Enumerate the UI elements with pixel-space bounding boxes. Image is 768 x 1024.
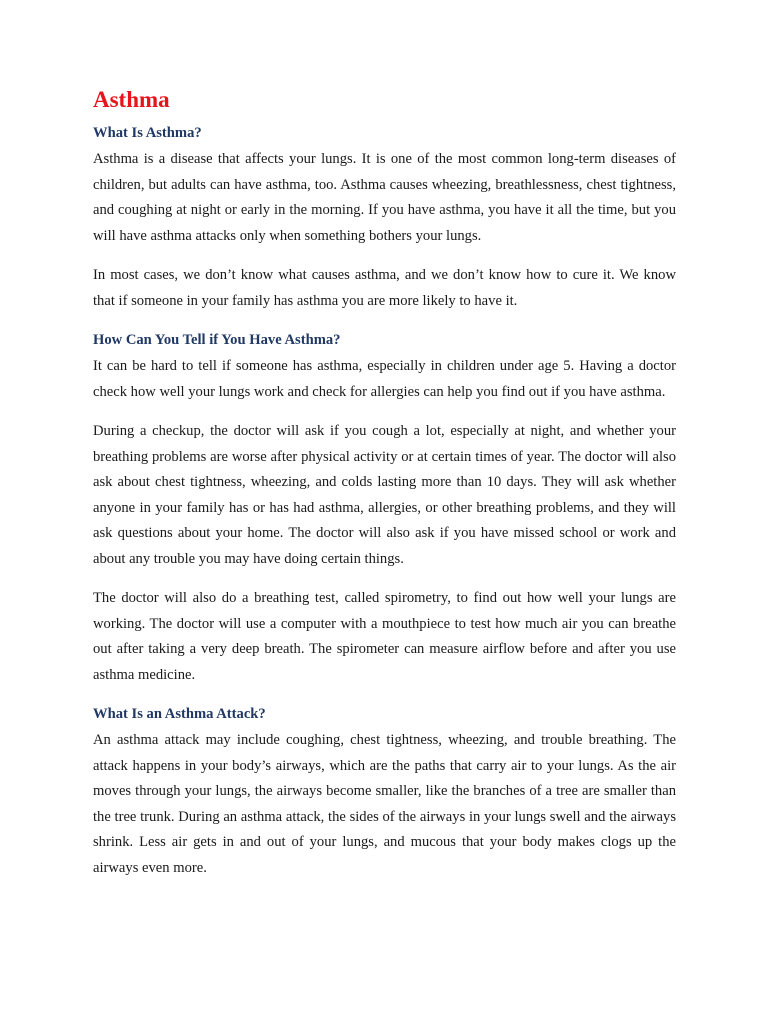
document-page (93, 84, 676, 881)
document-title: Asthma (93, 87, 170, 112)
section-heading: How Can You Tell if You Have Asthma? (93, 332, 341, 348)
section-asthma-attack (93, 703, 676, 881)
paragraph: During a checkup, the doctor will ask if you cough a lot, especially at night, and whether your breathing problems are worse after physical activity or at certain times of year. The doctor will also ask about chest tightness, wheezing, and colds lasting more than 10 days. They will ask whether anyone in your family has or has had asthma, allergies, or other breathing problems, and they will ask questions about your home. The doctor will also ask if you have missed school or work and about any trouble you may have doing certain things. (93, 423, 676, 567)
paragraph: In most cases, we don’t know what causes asthma, and we don’t know how to cure it. We know that if someone in your family has asthma you are more likely to have it. (93, 267, 676, 309)
paragraph: The doctor will also do a breathing test, called spirometry, to find out how well your lungs are working. The doctor will use a computer with a mouthpiece to test how much air you can breathe out after taking a very deep breath. The spirometer can measure airflow before and after you use asthma medicine. (93, 590, 676, 683)
section-heading: What Is Asthma? (93, 125, 202, 141)
paragraph: An asthma attack may include coughing, chest tightness, wheezing, and trouble breathing. The attack happens in your body’s airways, which are the paths that carry air to your lungs. As the air moves through your lungs, the airways become smaller, like the branches of a tree are smaller than the tree trunk. During an asthma attack, the sides of the airways in your lungs swell and the airways shrink. Less air gets in and out of your lungs, and mucous that your body makes clogs up the airways even more. (93, 732, 676, 876)
section-what-is-asthma (93, 122, 676, 314)
paragraph: It can be hard to tell if someone has asthma, especially in children under age 5. Having a doctor check how well your lungs work and check for allergies can help you find out if you have asthma. (93, 358, 676, 400)
section-how-to-tell (93, 329, 676, 688)
paragraph: Asthma is a disease that affects your lungs. It is one of the most common long-term diseases of children, but adults can have asthma, too. Asthma causes wheezing, breathlessness, chest tightness, and coughing at night or early in the morning. If you have asthma, you have it all the time, but you will have asthma attacks only when something bothers your lungs. (93, 151, 676, 244)
section-heading: What Is an Asthma Attack? (93, 706, 266, 722)
